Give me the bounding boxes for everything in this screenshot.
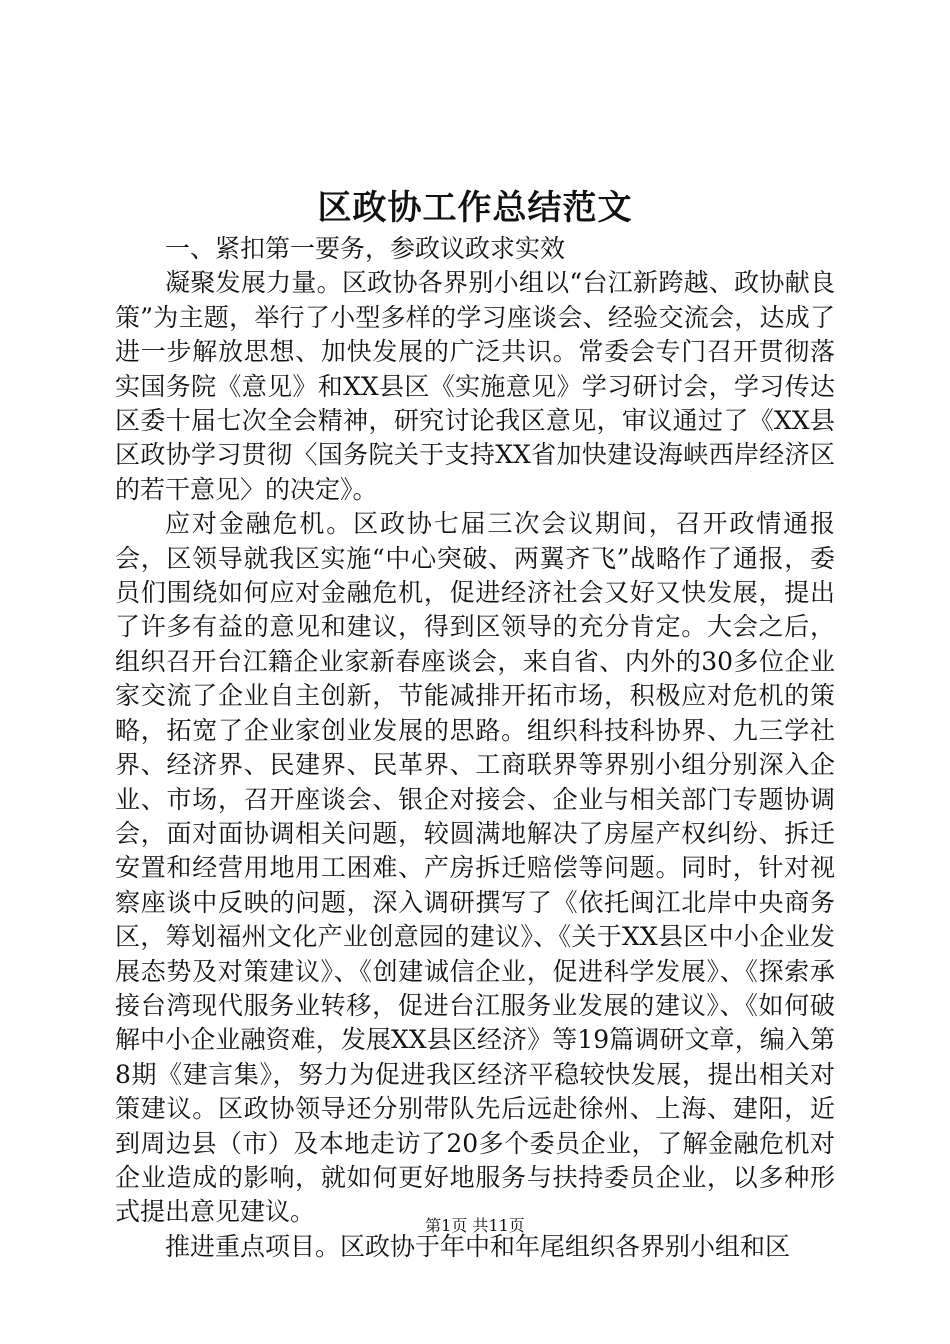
section-heading: 一、紧扣第一要务，参政议政求实效 bbox=[165, 234, 566, 263]
paragraph: 推进重点项目。区政协于年中和年尾组织各界别小组和区 bbox=[165, 1231, 791, 1261]
paragraph: 应对金融危机。区政协七届三次会议期间，召开政情通报会，区领导就我区实施“中心突破、两翼齐飞”战略作了通报，委员们围绕如何应对金融危机，促进经济社会又好又快发展，提出了许多有益的意见和建议，得到区领导的充分肯定。大会之后，组织召开台江籍企业家新春座谈会，来自省、内外的30多位企业家交流了企业自主创新，节能减排开拓市场，积极应对危机的策略，拓宽了企业家创业发展的思路。组织科技科协界、九三学社界、经济界、民建界、民革界、工商联界等界别小组分别深入企业、市场，召开座谈会、银企对接会、企业与相关部门专题协调会，面对面协调相关问题，较圆满地解决了房屋产权纠纷、拆迁安置和经营用地用工困难、产房拆迁赔偿等问题。同时，针对视察座谈中反映的问题，深入调研撰写了《依托闽江北岸中央商务区，筹划福州文化产业创意园的建议》、《关于XX县区中小企业发展态势及对策建议》、《创建诚信企业，促进科学发展》、《探索承接台湾现代服务业转移，促进台江服务业发展的建议》、《如何破解中小企业融资难，发展XX县区经济》等19篇调研文章，编入第8期《建言集》，努力为促进我区经济平稳较快发展，提出相关对策建议。区政协领导还分别带队先后远赴徐州、上海、建阳，近到周边县（市）及本地走访了20多个委员企业，了解金融危机对企业造成的影响，就如何更好地服务与扶持委员企业，以多种形式提出意见建议。 bbox=[115, 509, 835, 1227]
paragraph: 凝聚发展力量。区政协各界别小组以“台江新跨越、政协献良策”为主题，举行了小型多样的学习座谈会、经验交流会，达成了进一步解放思想、加快发展的广泛共识。常委会专门召开贯彻落实国务院《意见》和XX县区《实施意见》学习研讨会，学习传达区委十届七次全会精神，研究讨论我区意见，审议通过了《XX县区政协学习贯彻〈国务院关于支持XX省加快建设海峡西岸经济区的若干意见〉的决定》。 bbox=[115, 268, 835, 504]
document-title: 区政协工作总结范文 bbox=[317, 188, 633, 228]
page-number: 第1页 共11页 bbox=[425, 1216, 525, 1235]
document-body bbox=[115, 232, 835, 1264]
